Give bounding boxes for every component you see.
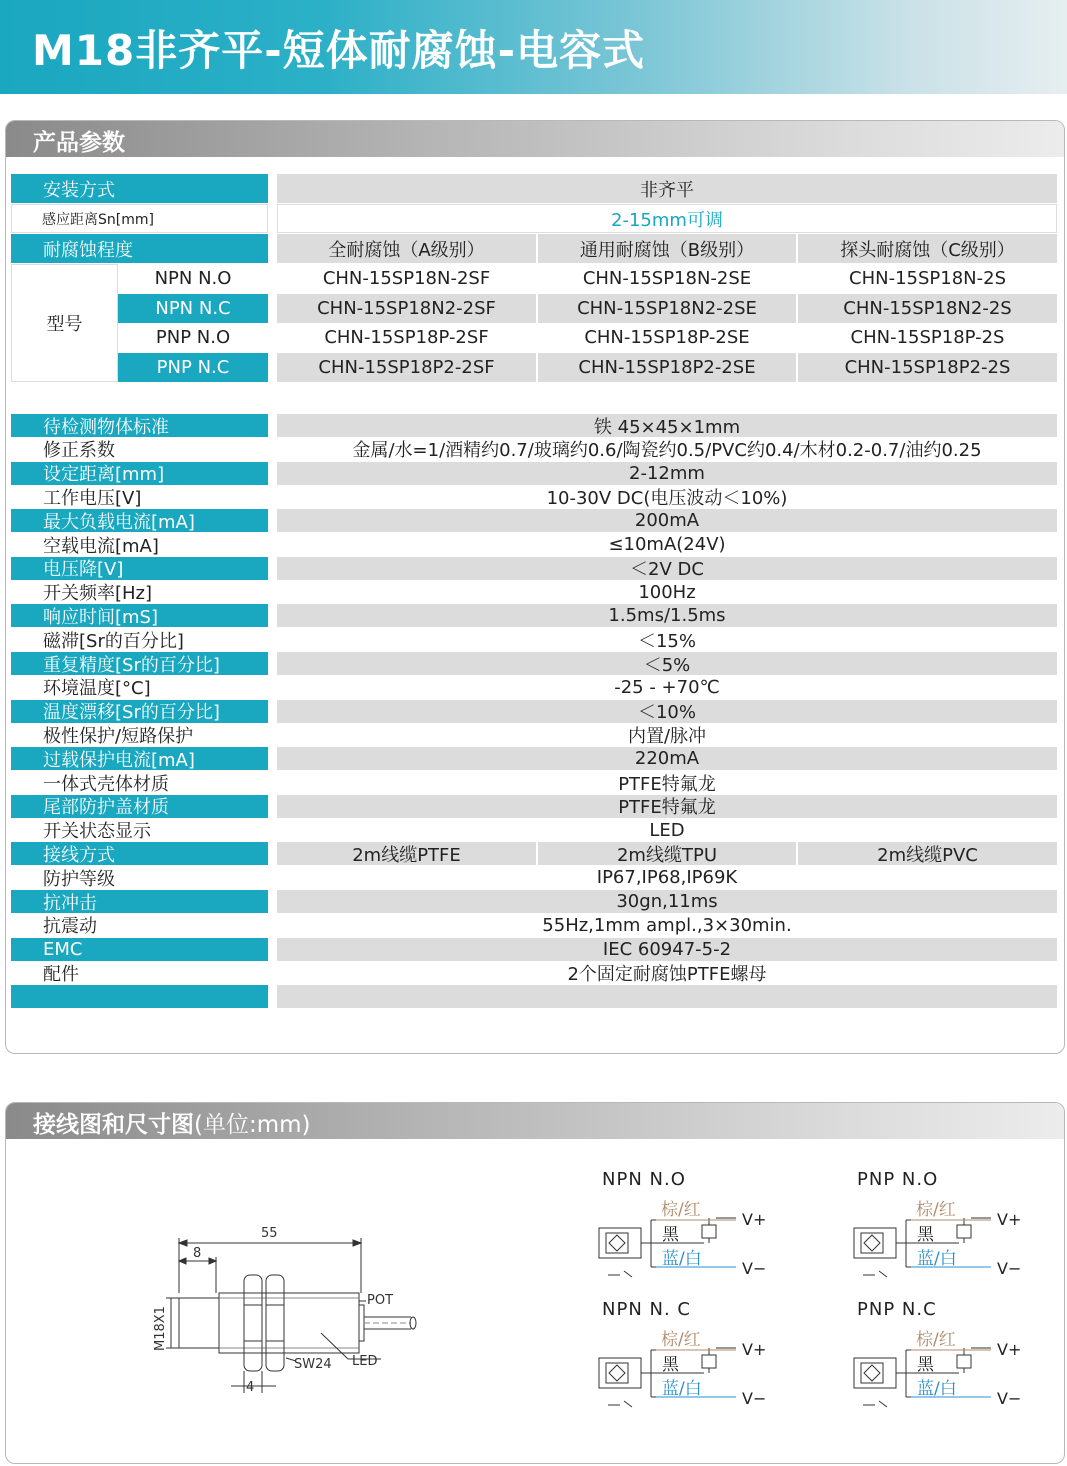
spec-label: 修正系数 (11, 438, 268, 461)
corrosion-col-a: 全耐腐蚀（A级别） (277, 234, 536, 263)
params-panel (5, 120, 1065, 1054)
spec-value: 220mA (277, 747, 1057, 770)
wiring-title: NPN N. C (602, 1299, 691, 1320)
model-type-0: NPN N.O (154, 268, 232, 289)
spec-value: 200mA (277, 509, 1057, 532)
diagram-panel (5, 1102, 1065, 1464)
install-value: 非齐平 (277, 174, 1057, 203)
model-cell: CHN-15SP18P-2S (798, 323, 1057, 352)
wiring-title: PNP N.O (857, 1169, 939, 1190)
title-banner (0, 0, 1067, 94)
model-cell: CHN-15SP18N2-2S (798, 294, 1057, 323)
model-cell: CHN-15SP18P-2SF (277, 323, 536, 352)
wire-brown-label: 棕/红 (916, 1330, 956, 1350)
diagram-header-title: 接线图和尺寸图 (33, 1112, 194, 1138)
spec-value: ＜2V DC (277, 557, 1057, 580)
spec-value: 10-30V DC(电压波动＜10%) (277, 485, 1057, 508)
spec-value: 1.5ms/1.5ms (277, 604, 1057, 627)
spec-value: -25 - +70℃ (277, 676, 1057, 699)
model-type-1: NPN N.C (118, 294, 268, 323)
corrosion-col-c: 探头耐腐蚀（C级别） (798, 234, 1057, 263)
spec-value: 2m线缆PTFE (277, 842, 536, 865)
spec-filler-label (11, 985, 268, 1008)
spec-value: IP67,IP68,IP69K (277, 866, 1057, 889)
sense-label: 感应距离Sn[mm] (11, 204, 268, 233)
spec-value: 55Hz,1mm ampl.,3×30min. (277, 914, 1057, 937)
model-cell: CHN-15SP18P-2SE (538, 323, 796, 352)
wire-black-label: 黑 (662, 1355, 679, 1375)
model-type-3: PNP N.C (118, 353, 268, 382)
wiring-diagram (851, 1325, 1051, 1425)
spec-label: 环境温度[°C] (11, 676, 268, 699)
install-label: 安装方式 (11, 174, 268, 203)
spec-label: 开关状态显示 (11, 819, 268, 842)
model-cell: CHN-15SP18P2-2SF (277, 353, 536, 382)
wire-blue-label: 蓝/白 (662, 1249, 702, 1269)
vminus-label: V− (997, 1259, 1022, 1278)
dim-length: 55 (261, 1226, 278, 1241)
dimension-drawing (136, 1193, 576, 1413)
page-title: M18非齐平-短体耐腐蚀-电容式 (32, 26, 646, 75)
spec-value: 2m线缆TPU (538, 842, 796, 865)
spec-value: ≤10mA(24V) (277, 533, 1057, 556)
wire-blue-label: 蓝/白 (662, 1379, 702, 1399)
diagram-header-unit: (单位:mm) (194, 1112, 311, 1138)
spec-label: 极性保护/短路保护 (11, 723, 268, 746)
spec-value: 100Hz (277, 581, 1057, 604)
wiring-diagram (596, 1195, 796, 1295)
spec-value: ＜10% (277, 700, 1057, 723)
spec-label: 一体式壳体材质 (11, 771, 268, 794)
spec-value: 铁 45×45×1mm (277, 414, 1057, 437)
model-cell: CHN-15SP18N-2S (798, 264, 1057, 293)
spec-value: LED (277, 819, 1057, 842)
spec-label: 开关频率[Hz] (11, 581, 268, 604)
wiring-diagram (596, 1325, 796, 1425)
spec-value: IEC 60947-5-2 (277, 938, 1057, 961)
spec-label: 温度漂移[Sr的百分比] (11, 700, 268, 723)
model-label: 型号 (11, 264, 118, 382)
spec-label: 抗震动 (11, 914, 268, 937)
wire-brown-label: 棕/红 (661, 1200, 701, 1220)
spec-label: 抗冲击 (11, 890, 268, 913)
spec-value: 金属/水=1/酒精约0.7/玻璃约0.6/陶瓷约0.5/PVC约0.4/木材0.2-0.7/油约0.25 (277, 438, 1057, 461)
dim-nut: 4 (246, 1380, 255, 1395)
spec-label: 设定距离[mm] (11, 462, 268, 485)
spec-value: 30gn,11ms (277, 890, 1057, 913)
spec-value: 内置/脉冲 (277, 723, 1057, 746)
spec-label: 尾部防护盖材质 (11, 795, 268, 818)
params-header (6, 121, 1064, 157)
spec-value: 2-12mm (277, 462, 1057, 485)
dim-diameter: M18X1 (153, 1306, 168, 1351)
wiring-title: PNP N.C (857, 1299, 937, 1320)
spec-value: PTFE特氟龙 (277, 795, 1057, 818)
spec-value: 2m线缆PVC (798, 842, 1057, 865)
spec-value: ＜5% (277, 652, 1057, 675)
model-type-2: PNP N.O (155, 327, 231, 348)
model-cell: CHN-15SP18P2-2S (798, 353, 1057, 382)
model-cell: CHN-15SP18N2-2SE (538, 294, 796, 323)
corrosion-col-b: 通用耐腐蚀（B级别） (538, 234, 796, 263)
spec-label: 过载保护电流[mA] (11, 747, 268, 770)
spec-label: 待检测物体标准 (11, 414, 268, 437)
spec-filler-value (277, 985, 1057, 1008)
vminus-label: V− (997, 1389, 1022, 1408)
spec-label: 最大负载电流[mA] (11, 509, 268, 532)
spec-label: 响应时间[mS] (11, 604, 268, 627)
spec-value: PTFE特氟龙 (277, 771, 1057, 794)
vplus-label: V+ (742, 1340, 767, 1359)
wire-black-label: 黑 (917, 1225, 934, 1245)
sense-value: 2-15mm可调 (277, 204, 1057, 233)
spec-label: 空载电流[mA] (11, 533, 268, 556)
spec-label: EMC (11, 938, 268, 961)
vminus-label: V− (742, 1389, 767, 1408)
wire-blue-label: 蓝/白 (917, 1379, 957, 1399)
dim-led: LED (352, 1354, 378, 1369)
wire-blue-label: 蓝/白 (917, 1249, 957, 1269)
spec-label: 配件 (11, 961, 268, 984)
vplus-label: V+ (997, 1210, 1022, 1229)
wire-black-label: 黑 (917, 1355, 934, 1375)
spec-value: ＜15% (277, 628, 1057, 651)
vminus-label: V− (742, 1259, 767, 1278)
spec-label: 磁滞[Sr的百分比] (11, 628, 268, 651)
spec-label: 防护等级 (11, 866, 268, 889)
vplus-label: V+ (742, 1210, 767, 1229)
wiring-title: NPN N.O (602, 1169, 686, 1190)
diagram-header (6, 1103, 1064, 1139)
dim-pot: POT (367, 1293, 394, 1308)
model-cell: CHN-15SP18N-2SF (277, 264, 536, 293)
wire-brown-label: 棕/红 (661, 1330, 701, 1350)
vplus-label: V+ (997, 1340, 1022, 1359)
wire-brown-label: 棕/红 (916, 1200, 956, 1220)
spec-label: 重复精度[Sr的百分比] (11, 652, 268, 675)
dim-sw: SW24 (294, 1357, 332, 1372)
spec-label: 电压降[V] (11, 557, 268, 580)
model-cell: CHN-15SP18N-2SE (538, 264, 796, 293)
corrosion-label: 耐腐蚀程度 (11, 234, 268, 263)
model-cell: CHN-15SP18N2-2SF (277, 294, 536, 323)
spec-label: 接线方式 (11, 842, 268, 865)
wiring-diagram (851, 1195, 1051, 1295)
spec-label: 工作电压[V] (11, 485, 268, 508)
dim-thread: 8 (193, 1246, 202, 1261)
params-header-title: 产品参数 (33, 130, 125, 156)
spec-value: 2个固定耐腐蚀PTFE螺母 (277, 961, 1057, 984)
wire-black-label: 黑 (662, 1225, 679, 1245)
model-cell: CHN-15SP18P2-2SE (538, 353, 796, 382)
